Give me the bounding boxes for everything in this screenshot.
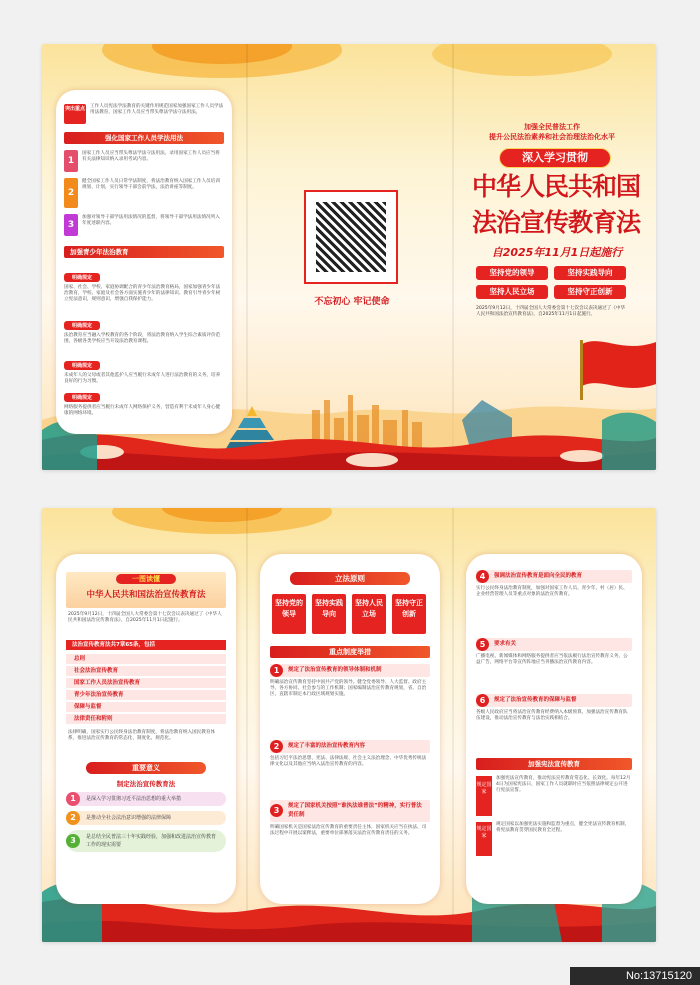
chapter-list <box>66 654 226 726</box>
measure-2 <box>270 740 430 768</box>
measure-number-6: 6 <box>476 694 489 707</box>
banner-small: 一图读懂 <box>116 574 176 584</box>
slogan: 不忘初心 牢记使命 <box>314 297 390 307</box>
section-title-1: 强化国家工作人员学法用法 <box>64 132 224 144</box>
constitution-text-2: 规定国家以加强宪法实施和监督为重点，健全宪法宣传教育机制，将宪法教育贯穿国民教育全过程。 <box>496 822 630 834</box>
meaning-title: 重要意义 <box>86 762 206 774</box>
meaning-1 <box>66 792 226 806</box>
chapter-item: 保障与监督 <box>66 702 226 712</box>
qr-code-placeholder <box>304 190 398 284</box>
measure-number-5: 5 <box>476 638 489 651</box>
section-title-2: 加强青少年法治教育 <box>64 246 224 258</box>
constitution-item-2 <box>476 822 632 856</box>
chapter-item: 总则 <box>66 654 226 664</box>
cover-title-1: 中华人民共和国 <box>471 172 640 201</box>
measure-title-6: 规定了法治宣传教育的保障与监督 <box>494 697 577 703</box>
measure-title: 重点制度举措 <box>270 646 430 658</box>
item-1 <box>64 150 224 172</box>
side-tag-1: 规定国家 <box>476 776 492 816</box>
item-number-1: 1 <box>64 150 78 172</box>
banner-title: 中华人民共和国法治宣传教育法 <box>86 590 206 600</box>
intro-text: 工作人员宪法学法教育的关键作用规范国家加强国家工作人员学法用法教育，国家工作人员应当带头尊法学法守法用法。 <box>90 104 224 116</box>
rule-label-3: 明确规定 <box>64 361 100 370</box>
intro-text: 2025年9月12日，十四届全国人大常委会第十七次会议表决通过了《中华人民共和国法治宣传教育法》，自2025年11月1日起施行。 <box>68 612 222 624</box>
constitution-text-1: 加强宪法宣传教育，推动宪法宣传教育常态化、长效化。每年12月4日为国家宪法日，国家工作人员就职时应当依照法律规定公开进行宪法宣誓。 <box>496 776 631 794</box>
measure-number-2: 2 <box>270 740 283 753</box>
banner <box>66 572 226 608</box>
principle-title: 立法原则 <box>290 572 410 585</box>
measure-text-5: 广播电视、新闻媒体和网络服务提供者应当依法履行法治宣传教育义务，公益广告、网络平台等宣传阵地应当刊播法治宣传教育内容。 <box>476 654 628 666</box>
measure-number-1: 1 <box>270 664 283 677</box>
rule-3 <box>64 352 224 385</box>
measure-6 <box>476 694 632 722</box>
measure-text-3: 明确国家机关是国家法治宣传教育的重要责任主体，国家机关应当在执法、司法过程中开展以案释法，重要单位部署落实法治宣传教育责任的义务。 <box>270 825 427 837</box>
meaning-subtitle: 制定法治宣传教育法 <box>116 780 176 788</box>
measure-title-1: 规定了法治宣传教育的领导体制和机制 <box>288 667 382 673</box>
cover-kicker-2: 提升公民法治素养和社会治理法治化水平 <box>489 133 615 141</box>
rule-label-4: 明确规定 <box>64 393 100 402</box>
rule-text-2: 法治教育应当融入学校教育的各个阶段，将法治教育纳入学生综合素质评价范围，各级各类学校应当开设法治教育课程。 <box>64 333 221 345</box>
item-3 <box>64 214 224 236</box>
cover-kicker-1: 加强全民普法工作 <box>524 123 580 131</box>
rule-4 <box>64 384 224 417</box>
principle-box-4: 坚持守正创新 <box>392 594 426 634</box>
measure-3 <box>270 800 430 837</box>
meaning-text-2: 是推动全社会法治意识增强的法律保障 <box>86 815 172 821</box>
bottom-right-card <box>466 554 642 904</box>
principle-box-2: 坚持实践导向 <box>312 594 346 634</box>
measure-text-1: 明确法治宣传教育坚持中国共产党的领导。健全党委领导、人大监督、政府主导、各方协同、社会参与的工作机制；国家编制法治宣传教育规划，省、自治区、直辖市制定本行政区域规划实施。 <box>270 680 427 698</box>
constitution-item-1 <box>476 776 632 816</box>
effective-date: 自2025年11月1日起施行 <box>491 246 623 259</box>
left-panel-card <box>56 90 232 434</box>
principle-button-1: 坚持党的领导 <box>476 266 548 280</box>
meaning-3 <box>66 830 226 852</box>
meaning-number-1: 1 <box>66 792 80 806</box>
meaning-number-3: 3 <box>66 834 80 848</box>
bottom-left-card <box>56 554 236 904</box>
rule-text-3: 未成年人的父母或者其他监护人应当履行未成年人进行法治教育的义务，培养良好的行为习惯。 <box>64 373 221 385</box>
meaning-text-1: 是深入学习贯彻习近平法治思想的重大举措 <box>86 796 182 802</box>
item-text-1: 国家工作人员应当带头尊法学法守法用法，录用国家工作人员应当将有关法律知识纳入录用考试内容。 <box>82 151 220 163</box>
measure-text-6: 各级人民政府应当将法治宣传教育经费纳入本级预算，加强法治宣传教育队伍建设，推动法治宣传教育与法治实践相结合。 <box>476 710 628 722</box>
meaning-2 <box>66 811 226 825</box>
measure-text-2: 包括习近平法治思想、宪法、法律法规、社会主义法治理念、中华优秀传统法律文化以及其他应当纳入法治宣传教育的内容。 <box>270 756 427 768</box>
bottom-middle-card <box>260 554 440 904</box>
rule-text-1: 国家、社会、学校、家庭协调配合的青少年法治教育格局，国家加强青少年法治教育，学校、家庭及社会各方面实施青少年的法律知识、教育引导青少年树立宪法意识，规则意识，增强自我保护能力。 <box>64 285 221 303</box>
item-text-2: 健全国家工作人员日常学法制度，将法治教育纳入国家工作人员培训规划、计划，实行领导干部会前学法，法治讲座等制度。 <box>82 179 220 191</box>
cover-title-2: 法治宣传教育法 <box>471 208 640 237</box>
measure-4 <box>476 570 632 598</box>
brochure-outside <box>42 44 656 470</box>
chapter-item: 青少年法治宣传教育 <box>66 690 226 700</box>
meaning-number-2: 2 <box>66 811 80 825</box>
brochure-inside <box>42 508 656 942</box>
measure-text-4: 实行公民终身法治教育制度，加强对国家工作人员、青少年、村（居）民、企业经营管理人员等重点对象的法治宣传教育。 <box>476 586 628 598</box>
red-flag-icon <box>562 334 656 404</box>
chapter-item: 法律责任和附则 <box>66 714 226 724</box>
item-text-3: 加强对领导干部学法用法情况的监督，将领导干部学法用法情况列入年度述职内容。 <box>82 215 220 227</box>
body-text: 法律明确，国家实行公民终身法治教育制度，将法治教育纳入国民教育体系，推进法治宣传教育的常态化、制度化、规范化。 <box>68 730 216 742</box>
rule-label-1: 明确规定 <box>64 273 100 282</box>
rule-1 <box>64 264 224 304</box>
principle-button-3: 坚持人民立场 <box>476 285 548 299</box>
rule-text-4: 网络服务提供者应当履行未成年人网络保护义务，营造有利于未成年人身心健康的网络环境。 <box>64 405 221 417</box>
highlight-tag: 突出重点 <box>64 104 86 124</box>
measure-number-4: 4 <box>476 570 489 583</box>
item-2 <box>64 178 224 208</box>
qr-pattern-icon <box>316 202 386 272</box>
rule-2 <box>64 312 224 345</box>
principle-box-3: 坚持人民立场 <box>352 594 386 634</box>
chapter-item: 社会法治宣传教育 <box>66 666 226 676</box>
principle-button-2: 坚持实践导向 <box>554 266 626 280</box>
cover-ribbon: 深入学习贯彻 <box>499 148 611 168</box>
meaning-text-3: 是总结全民普法三十年实践经验，加强和改进法治宣传教育工作的现实需要 <box>86 834 217 848</box>
measure-title-5: 要求有关 <box>494 641 517 647</box>
item-number-2: 2 <box>64 178 78 208</box>
item-number-3: 3 <box>64 214 78 236</box>
chapter-item: 国家工作人员法治宣传教育 <box>66 678 226 688</box>
principle-box-1: 坚持党的领导 <box>272 594 306 634</box>
principle-button-4: 坚持守正创新 <box>554 285 626 299</box>
measure-title-4: 强调法治宣传教育是面向全民的教育 <box>494 573 583 579</box>
watermark-bar <box>570 967 700 985</box>
measure-title-3: 规定了国家机关按照“谁执法谁普法”的精神，实行普法责任制 <box>288 803 422 818</box>
measure-title-2: 规定了丰富的法治宣传教育内容 <box>288 743 366 749</box>
intro-block <box>64 104 224 124</box>
constitution-title: 加强宪法宣传教育 <box>476 758 632 770</box>
watermark-text: No:13715120 <box>625 970 692 982</box>
measure-5 <box>476 638 632 666</box>
rule-label-2: 明确规定 <box>64 321 100 330</box>
measure-1 <box>270 664 430 699</box>
measure-number-3: 3 <box>270 804 283 817</box>
chapter-title: 法治宣传教育法共7章65条，包括 <box>66 640 226 650</box>
side-tag-2: 规定国家 <box>476 822 492 856</box>
cover-note: 2025年9月12日，十四届全国人大常委会第十七次会议表决通过了《中华人民共和国法治宣传教育法》，自2025年11月1日起施行。 <box>476 306 626 318</box>
